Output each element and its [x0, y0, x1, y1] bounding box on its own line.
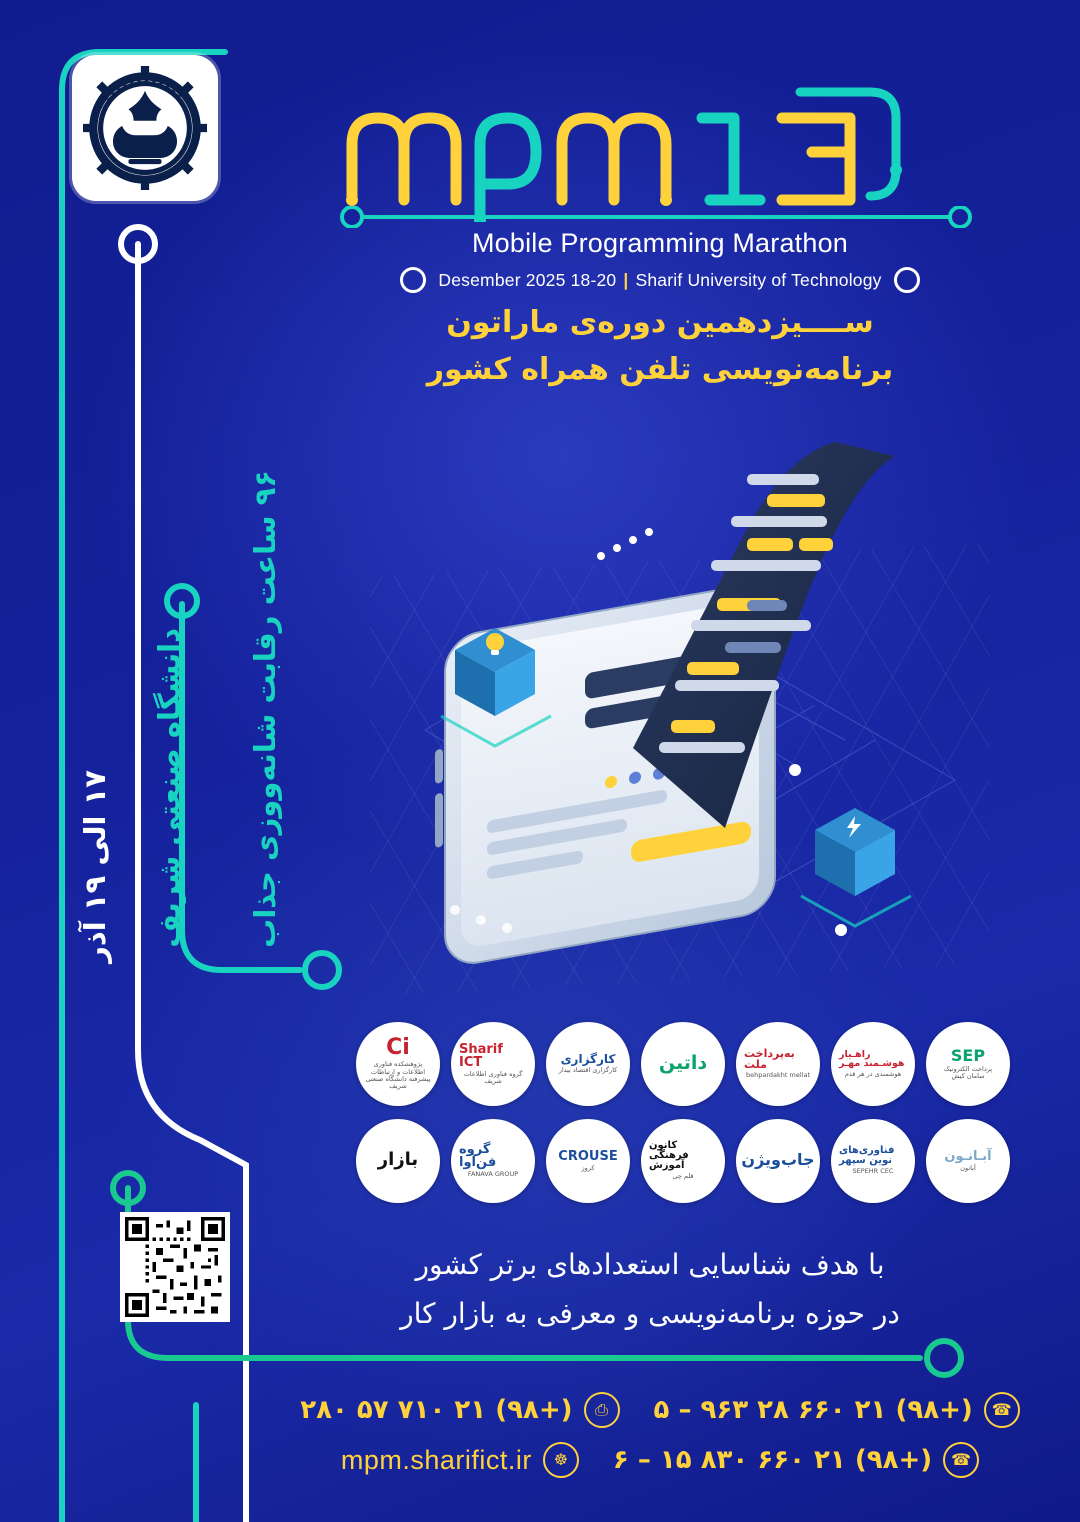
kargozari-sponsor-caption: کارگزاری اقتصاد بیدار [558, 1066, 618, 1075]
faniran-group-sponsor [451, 1119, 535, 1203]
crouse-sponsor-caption: کروز [581, 1163, 595, 1172]
datin-sponsor [641, 1022, 725, 1106]
bazaar-sponsor [356, 1119, 440, 1203]
abanoon-sponsor-caption: آبانون [960, 1163, 976, 1172]
sharif-ict-sponsor [451, 1022, 535, 1106]
abanoon-sponsor-mark: آبـانـون [944, 1148, 992, 1164]
vertical-date-text: ۱۷ الی ۱۹ آذر [78, 770, 112, 963]
fax-contact[interactable] [300, 1392, 619, 1428]
phone-contact-1[interactable] [654, 1392, 1020, 1428]
persian-title [330, 300, 990, 393]
contact-row-1 [300, 1392, 1020, 1428]
phone-number-1: (+۹۸) ۲۱ ۶۶۰ ۲۸ ۹۶۳ – ۵ [653, 1395, 973, 1425]
rahyar-sponsor-caption: هوشمندی در هر قدم [844, 1069, 902, 1078]
fax-number: (+۹۸) ۲۱ ۷۱۰ ۵۷ ۲۸۰ [300, 1395, 573, 1425]
mpm-wordmark [330, 52, 930, 222]
qr-code[interactable] [120, 1212, 230, 1322]
ci-sponsor [356, 1022, 440, 1106]
kargozari-sponsor-mark: کارگزاری [560, 1052, 616, 1067]
persian-title-line2: برنامه‌نویسی تلفن همراه کشور [426, 351, 894, 387]
ci-sponsor-caption: پژوهشکده فناوری اطلاعات و ارتباطات پیشرفته دانشگاه صنعتی شریف [365, 1060, 431, 1091]
english-subtitle [438, 270, 881, 291]
goal-line-2: در حوزه برنامه‌نویسی و معرفی به بازار کار [400, 1297, 900, 1330]
website-contact[interactable] [341, 1442, 579, 1478]
jobvision-sponsor-mark: جاب‌ویژن [741, 1150, 815, 1169]
abanoon-sponsor [926, 1119, 1010, 1203]
printer-icon: ⎙ [584, 1392, 620, 1428]
kanoon-sponsor-mark: کانون فرهنگی آموزش [649, 1140, 689, 1172]
kanoon-farhangi-amoozesh-sponsor [641, 1119, 725, 1203]
sep-sponsor [926, 1022, 1010, 1106]
kanoon-sponsor-caption: قلم چی [672, 1172, 694, 1181]
persian-title-line1: ســــیزدهمین دوره‌ی ماراتون [446, 305, 874, 340]
english-subtitle-row [330, 262, 990, 298]
rahyar-hooshmand-mehr-sponsor [831, 1022, 915, 1106]
sepehr-cec-sponsor [831, 1119, 915, 1203]
behpardakht-mellat-sponsor-mark: به‌پرداخت ملت [744, 1047, 795, 1072]
goal-statement [300, 1240, 1000, 1338]
sepehr-sponsor-mark: فناوری‌های نوین سپهر [839, 1145, 895, 1167]
sponsor-row-2 [330, 1119, 1010, 1203]
fanava-sponsor-caption: FANAVA GROUP [467, 1170, 519, 1179]
crouse-sponsor-mark: CROUSE [558, 1148, 618, 1164]
fanava-sponsor-mark: گروه فن‌آوا [459, 1142, 497, 1171]
rahyar-sponsor-mark: راهـیار هوشـمند مهـر [839, 1048, 905, 1070]
behpardakht-mellat-sponsor-caption: behpardakht mellat [746, 1071, 810, 1080]
ci-sponsor-mark: Ci [386, 1035, 410, 1061]
university-name: Sharif University of Technology [635, 269, 882, 290]
vertical-venue-text: دانشگاه صنعتی شریف [152, 628, 186, 948]
sep-sponsor-caption: پرداخت الکترونیک سامان کیش [943, 1064, 993, 1080]
contact-block [300, 1392, 1020, 1492]
subtitle-left-dot [894, 267, 920, 293]
subtitle-right-dot [400, 267, 426, 293]
bazaar-sponsor-mark: بازار [377, 1149, 419, 1170]
sharif-university-logo [72, 55, 218, 201]
contact-row-2 [300, 1442, 1020, 1478]
behpardakht-mellat-sponsor [736, 1022, 820, 1106]
kargozari-sponsor [546, 1022, 630, 1106]
crouse-sponsor [546, 1119, 630, 1203]
sponsor-row-1 [330, 1022, 1010, 1106]
jobvision-sponsor [736, 1119, 820, 1203]
datin-sponsor-mark: داتین [658, 1051, 708, 1074]
subtitle-separator: | [623, 269, 629, 290]
sponsor-logos [330, 1022, 1010, 1216]
phone-icon: ☎ [943, 1442, 979, 1478]
phone-icon: ☎ [984, 1392, 1020, 1428]
phone-contact-2[interactable] [613, 1442, 979, 1478]
vertical-competition-text: ۹۶ ساعت رقابت شانه‌ووزی جذاب [248, 470, 282, 948]
phone-illustration [395, 430, 995, 990]
title-divider [336, 206, 976, 228]
website-url: mpm.sharifict.ir [340, 1444, 532, 1475]
sep-sponsor-mark: SEP [950, 1045, 986, 1065]
english-title: Mobile Programming Marathon [471, 228, 849, 258]
sharif-ict-sponsor-caption: گروه فناوری اطلاعات شریف [463, 1069, 523, 1085]
goal-line-1: با هدف شناسایی استعدادهای برتر کشور [415, 1248, 885, 1281]
globe-icon: ☸ [543, 1442, 579, 1478]
sepehr-sponsor-caption: SEPEHR CEC [852, 1167, 894, 1176]
event-date-en: 18-20 Desember 2025 [438, 269, 617, 290]
phone-number-2: (+۹۸) ۲۱ ۶۶۰ ۸۳۰ ۱۵ – ۶ [612, 1445, 933, 1475]
sharif-ict-sponsor-mark: Sharif ICT [459, 1041, 503, 1070]
